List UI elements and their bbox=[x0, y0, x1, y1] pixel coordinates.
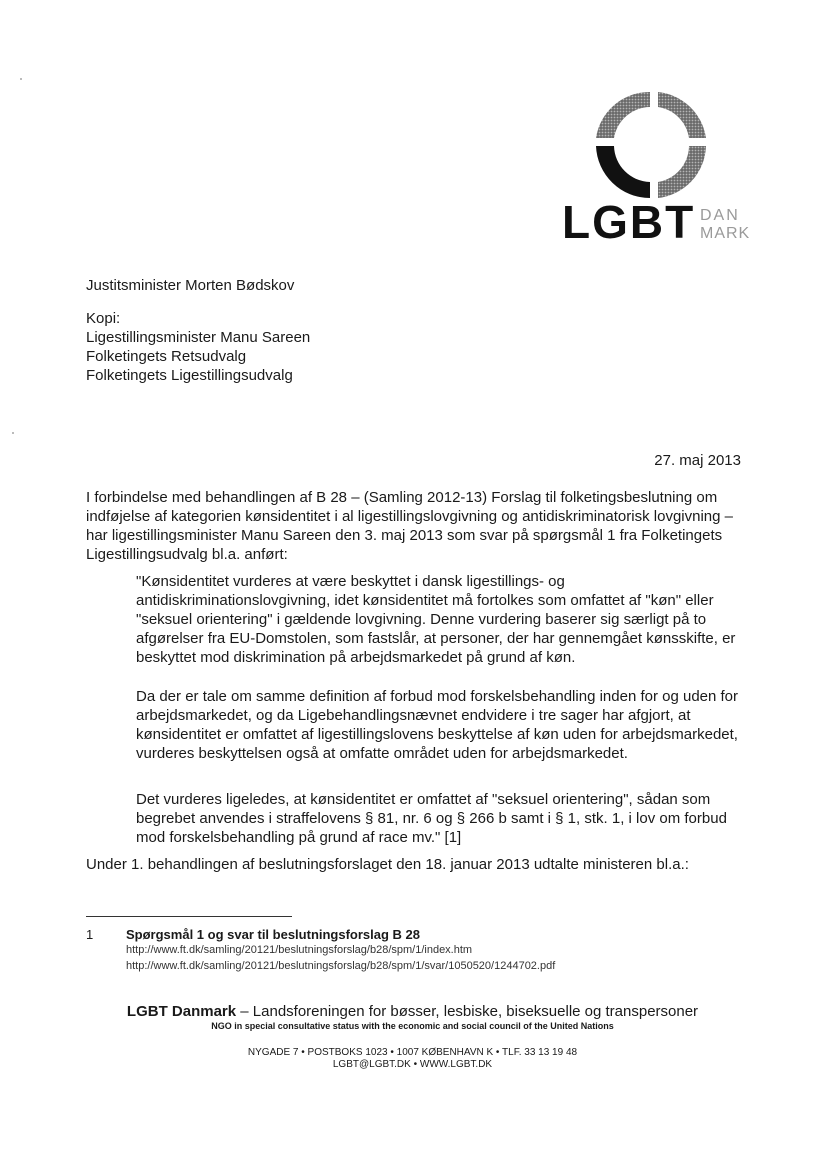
footnote-link[interactable]: http://www.ft.dk/samling/20121/beslutningsforslag/b28/spm/1/svar/1050520/1244702.pdf bbox=[126, 960, 556, 972]
scan-speck bbox=[20, 78, 22, 80]
footer-web[interactable]: LGBT@LGBT.DK • WWW.LGBT.DK bbox=[332, 1059, 493, 1070]
logo-text-sub-2: MARK bbox=[700, 225, 751, 242]
closing-paragraph: Under 1. behandlingen af beslutningsforslaget den 18. januar 2013 udtalte ministeren bl.a.: bbox=[86, 856, 689, 873]
footer-org-desc: – Landsforeningen for bøsser, lesbiske, biseksuelle og transpersoner bbox=[236, 1003, 699, 1020]
copy-recipient: Ligestillingsminister Manu Sareen bbox=[86, 329, 311, 346]
footnote-link[interactable]: http://www.ft.dk/samling/20121/beslutningsforslag/b28/spm/1/index.htm bbox=[126, 944, 473, 956]
footnote-divider bbox=[86, 916, 292, 917]
quote-paragraph: "Kønsidentitet vurderes at være beskyttet i dansk ligestillings- og antidiskriminationslovgivning, idet kønsidentitet må fortolkes som omfattet af "køn" eller "seksuel orientering" i gældende lovgivning. Denne vurdering baserer sig særligt på to afgørelser fra EU-Domstolen, som fastslår, at personer, der har gennemgået kønsskifte, er beskyttet mod diskrimination på arbejdsmarkedet på grund af køn. bbox=[136, 573, 736, 666]
logo-arc-bottom-left bbox=[596, 146, 650, 198]
lgbt-danmark-logo bbox=[562, 86, 762, 256]
footer-org-name: LGBT Danmark bbox=[126, 1003, 237, 1020]
logo-text-sub-1: DAN bbox=[700, 207, 740, 224]
copy-recipient: Folketingets Retsudvalg bbox=[86, 348, 247, 365]
footnote-title: Spørgsmål 1 og svar til beslutningsforslag B 28 bbox=[126, 927, 421, 942]
recipient-block bbox=[86, 276, 310, 385]
copy-label: Kopi: bbox=[86, 310, 121, 327]
footer-ngo-status: NGO in special consultative status with the economic and social council of the United Nations bbox=[211, 1021, 614, 1031]
logo-arc-top-left bbox=[596, 92, 650, 138]
letter-date: 27. maj 2013 bbox=[654, 452, 741, 469]
logo-arc-bottom-right bbox=[658, 146, 706, 198]
intro-paragraph: I forbindelse med behandlingen af B 28 – (Samling 2012-13) Forslag til folketingsbeslutning om indføjelse af kategorien kønsidentitet i al ligestillingslovgivning og antidiskriminatorisk lovgivning – har ligestillingsminister Manu Sareen den 3. maj 2013 som svar på spørgsmål 1 fra Folketingets Ligestillingsudvalg bl.a. anført: bbox=[86, 489, 733, 563]
footnote-number: 1 bbox=[86, 927, 94, 942]
quote-paragraph: Da der er tale om samme definition af forbud mod forskelsbehandling inden for og uden for arbejdsmarkedet, og da Ligebehandlingsnævnet endvidere i tre sager har afgjort, at kønsidentitet er omfattet af ligestillingslovens beskyttelse af køn uden for arbejdsmarkedet, vurderes beskyttelsen også at omfatte området uden for arbejdsmarkedet. bbox=[136, 688, 739, 762]
copy-recipient: Folketingets Ligestillingsudvalg bbox=[86, 367, 293, 384]
footer-address: NYGADE 7 • POSTBOKS 1023 • 1007 KØBENHAVN K • TLF. 33 13 19 48 bbox=[247, 1047, 578, 1058]
scan-speck bbox=[12, 432, 14, 434]
recipient-name: Justitsminister Morten Bødskov bbox=[86, 277, 295, 294]
logo-arc-top-right bbox=[658, 92, 706, 138]
footer-organization bbox=[0, 1003, 825, 1020]
logo-graphic bbox=[562, 86, 762, 256]
logo-text-main: LGBT bbox=[562, 196, 696, 248]
quote-paragraph: Det vurderes ligeledes, at kønsidentitet er omfattet af "seksuel orientering", sådan som begrebet anvendes i straffelovens § 81, nr. 6 og § 266 b samt i § 1, stk. 1, i lov om forbud mod forskelsbehandling på grund af race mv." [1] bbox=[136, 791, 727, 846]
